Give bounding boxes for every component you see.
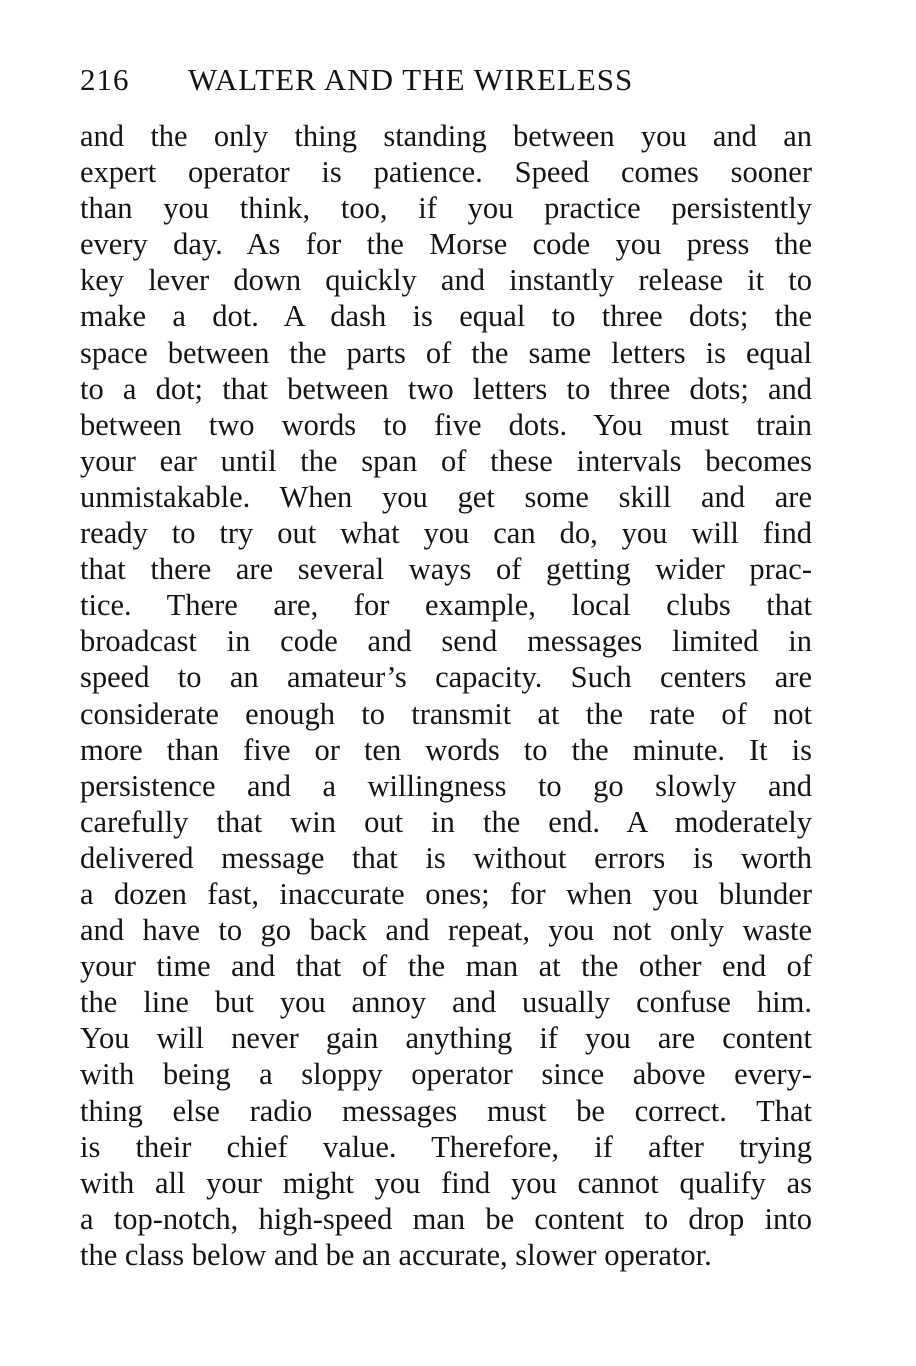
text-line: your time and that of the man at the other end of bbox=[80, 949, 812, 984]
text-line: is their chief value. Therefore, if after trying bbox=[80, 1129, 812, 1164]
text-line: You will never gain anything if you are content bbox=[80, 1021, 812, 1056]
text-line: a top-notch, high-speed man be content to drop into bbox=[80, 1201, 812, 1236]
text-line: that there are several ways of getting wider prac- bbox=[80, 552, 812, 587]
text-line: considerate enough to transmit at the rate of not bbox=[80, 696, 812, 731]
text-line: delivered message that is without errors is worth bbox=[80, 840, 812, 875]
text-line: every day. As for the Morse code you press the bbox=[80, 227, 812, 262]
text-line: key lever down quickly and instantly release it to bbox=[80, 263, 812, 298]
book-title: WALTER AND THE WIRELESS bbox=[188, 62, 634, 97]
text-line: speed to an amateur’s capacity. Such centers are bbox=[80, 660, 812, 695]
text-line: with all your might you find you cannot qualify as bbox=[80, 1165, 812, 1200]
text-line: and the only thing standing between you and an bbox=[80, 119, 812, 153]
text-line: persistence and a willingness to go slowly and bbox=[80, 768, 812, 803]
text-line: and have to go back and repeat, you not only waste bbox=[80, 913, 812, 948]
text-line: a dozen fast, inaccurate ones; for when you blunder bbox=[80, 876, 812, 911]
page-number: 216 bbox=[80, 62, 130, 97]
text-line: broadcast in code and send messages limited in bbox=[80, 624, 812, 659]
text-line: make a dot. A dash is equal to three dots; the bbox=[80, 299, 812, 334]
text-line: more than five or ten words to the minute. It is bbox=[80, 732, 812, 767]
body-text bbox=[80, 118, 812, 1273]
text-line: your ear until the span of these intervals becomes bbox=[80, 443, 812, 478]
text-line: between two words to five dots. You must train bbox=[80, 407, 812, 442]
text-line: to a dot; that between two letters to three dots; and bbox=[80, 371, 812, 406]
text-line: than you think, too, if you practice persistently bbox=[80, 191, 812, 226]
running-head bbox=[80, 58, 820, 102]
text-line: space between the parts of the same letters is equal bbox=[80, 335, 812, 370]
text-line: carefully that win out in the end. A moderately bbox=[80, 804, 812, 839]
text-line: ready to try out what you can do, you will find bbox=[80, 516, 812, 551]
text-line: the class below and be an accurate, slower operator. bbox=[80, 1237, 712, 1272]
text-line: the line but you annoy and usually confuse him. bbox=[80, 985, 812, 1020]
text-line: unmistakable. When you get some skill and are bbox=[80, 479, 812, 514]
text-line: thing else radio messages must be correct. That bbox=[80, 1093, 812, 1128]
text-line: with being a sloppy operator since above every- bbox=[80, 1057, 812, 1092]
text-line: tice. There are, for example, local clubs that bbox=[80, 588, 812, 623]
text-line: expert operator is patience. Speed comes sooner bbox=[80, 155, 812, 190]
